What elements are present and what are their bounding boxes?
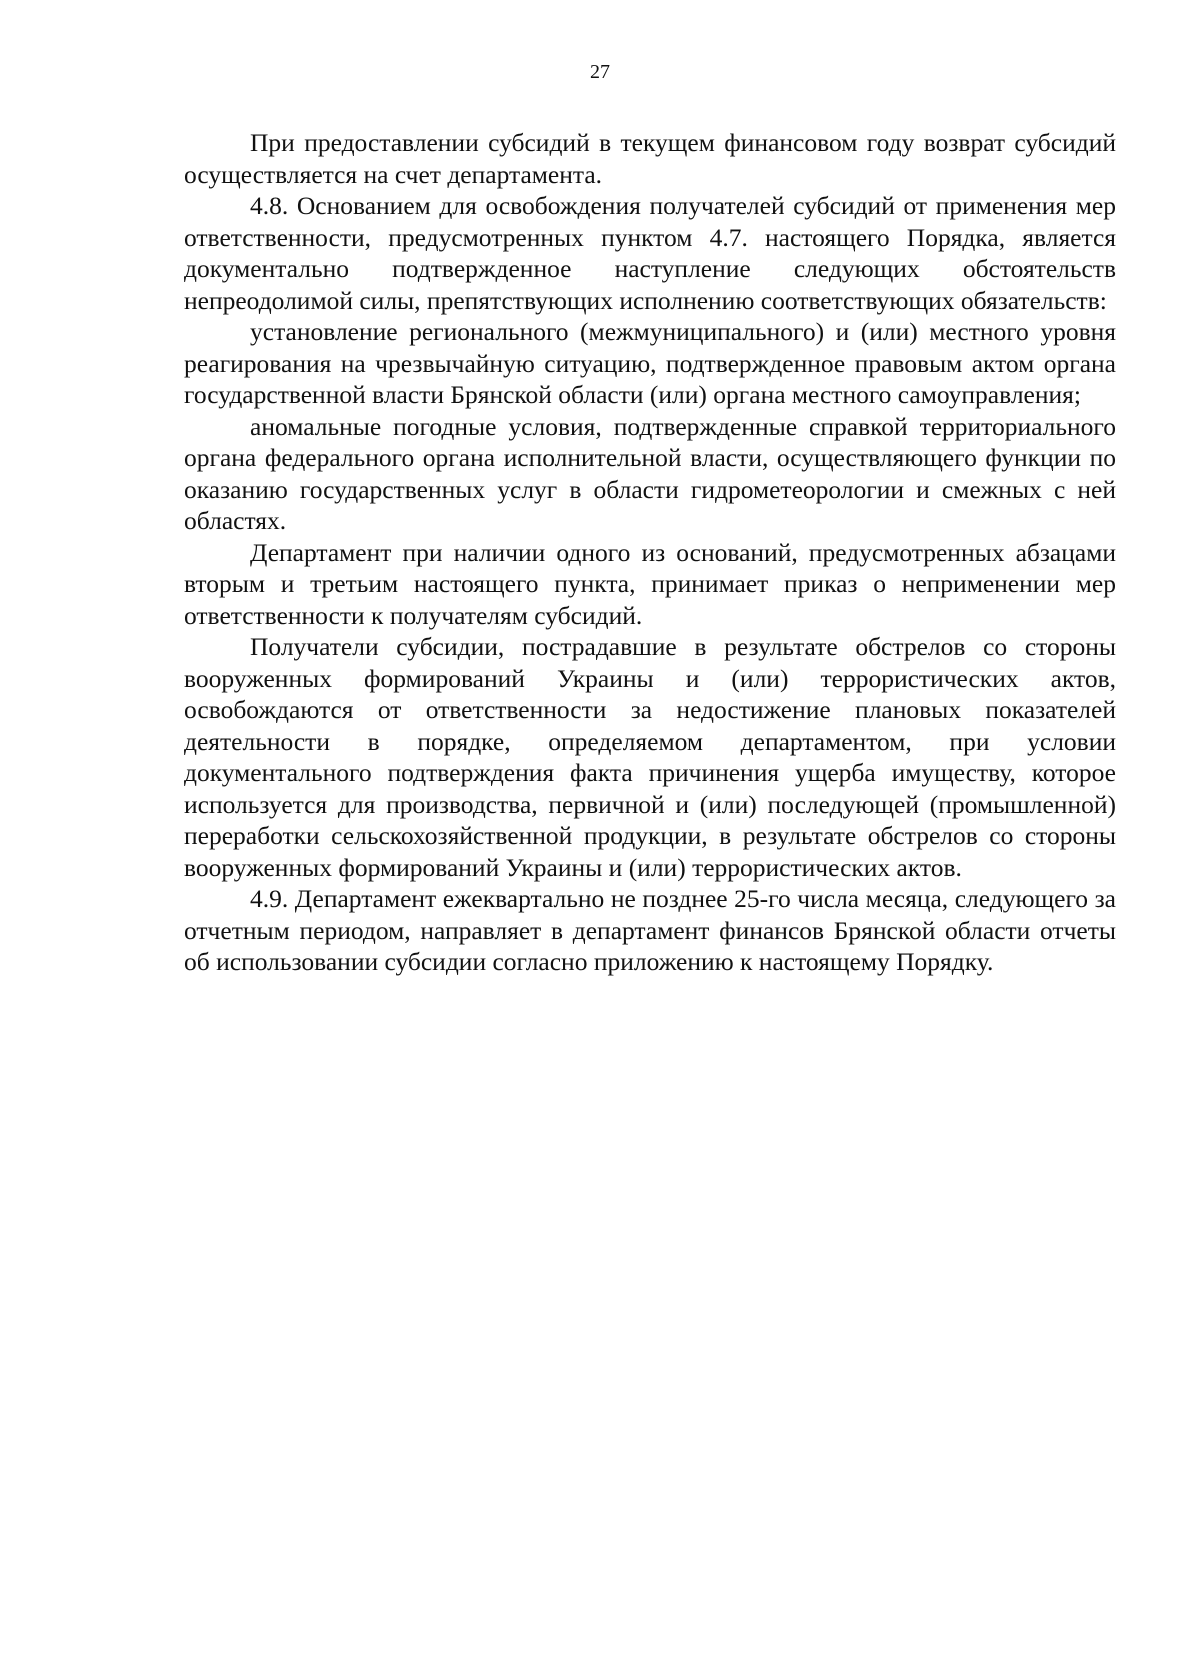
paragraph-4-8: 4.8. Основанием для освобождения получателей субсидий от применения мер ответственности, предусмотренных пунктом 4.7. настоящего Порядка, является документально подтвержденное наступление следующих обстоятельств непреодолимой силы, препятствующих исполнению соответствующих обязательств:	[184, 191, 1116, 315]
paragraph-abnormal-weather: аномальные погодные условия, подтвержденные справкой территориального органа федерального органа исполнительной власти, осуществляющего функции по оказанию государственных услуг в области гидрометеорологии и смежных с ней областях.	[184, 411, 1116, 535]
paragraph-shelling-exemption: Получатели субсидии, пострадавшие в результате обстрелов со стороны вооруженных формирований Украины и (или) террористических актов, освобождаются от ответственности за недостижение плановых показателей деятельности в порядке, определяемом департаментом, при условии документального подтверждения факта причинения ущерба имуществу, которое используется для производства, первичной и (или) последующей (промышленной) переработки сельскохозяйственной продукции, в результате обстрелов со стороны вооруженных формирований Украины и (или) террористических актов.	[184, 632, 1116, 882]
paragraph-emergency-level: установление регионального (межмуниципального) и (или) местного уровня реагирования на чрезвычайную ситуацию, подтвержденное правовым актом органа государственной власти Брянской области (или) органа местного самоуправления;	[184, 317, 1116, 409]
paragraph-subsidy-return: При предоставлении субсидий в текущем финансовом году возврат субсидий осуществляется на счет департамента.	[184, 128, 1116, 189]
paragraph-department-order: Департамент при наличии одного из оснований, предусмотренных абзацами вторым и третьим настоящего пункта, принимает приказ о неприменении мер ответственности к получателям субсидий.	[184, 537, 1116, 630]
page-number: 27	[590, 61, 610, 83]
document-body	[184, 127, 1116, 978]
paragraph-4-9: 4.9. Департамент ежеквартально не позднее 25-го числа месяца, следующего за отчетным периодом, направляет в департамент финансов Брянской области отчеты об использовании субсидии согласно приложению к настоящему Порядку.	[184, 884, 1116, 976]
